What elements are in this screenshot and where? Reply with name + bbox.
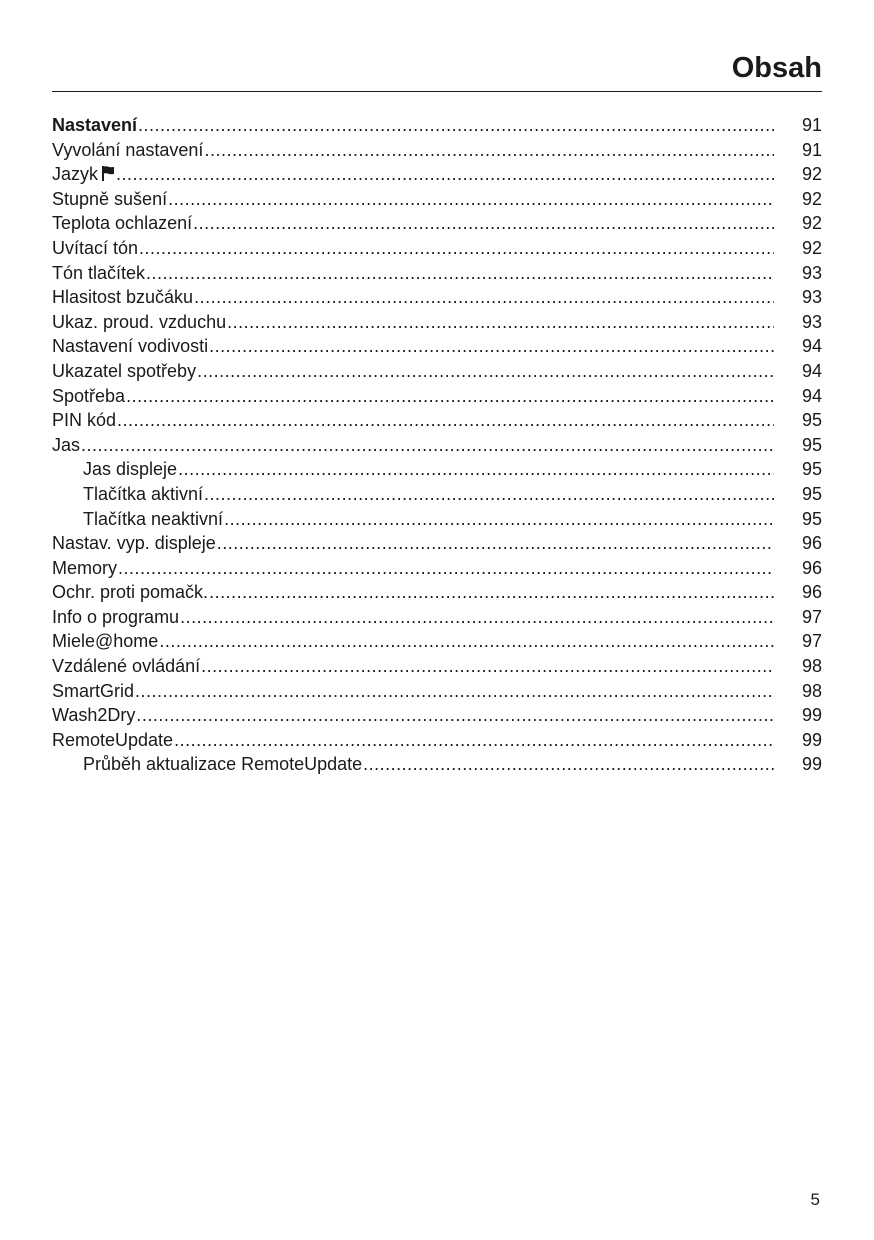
dot-leader xyxy=(138,113,774,138)
toc-entry-page: 96 xyxy=(801,557,822,578)
toc-entry xyxy=(52,187,822,212)
toc-entry-page: 98 xyxy=(801,680,822,701)
toc-entry-label-wrap xyxy=(52,261,145,286)
dot-leader xyxy=(180,605,774,630)
dot-leader xyxy=(201,654,774,679)
toc-entry-page: 95 xyxy=(801,483,822,504)
toc-entry-page: 92 xyxy=(801,237,822,258)
toc-entry xyxy=(52,728,822,753)
toc-entry xyxy=(52,384,822,409)
toc-entry-label: Miele@home xyxy=(52,631,159,652)
toc-entry-page: 94 xyxy=(801,385,822,406)
page-number: 5 xyxy=(810,1190,820,1209)
toc-entry-label: Nastavení vodivosti xyxy=(52,336,209,357)
dot-leader xyxy=(174,728,774,753)
dot-leader xyxy=(363,752,774,777)
toc-entry xyxy=(52,507,822,532)
toc-entry-page: 91 xyxy=(801,139,822,160)
toc-entry-label: Uvítací tón xyxy=(52,237,139,258)
toc-entry xyxy=(52,285,822,310)
toc-entry-label: Tlačítka neaktivní xyxy=(83,508,224,529)
toc-entry-label-wrap xyxy=(52,482,203,507)
toc-entry-page: 99 xyxy=(801,705,822,726)
toc-entry xyxy=(52,605,822,630)
toc-entry-page: 99 xyxy=(801,754,822,775)
toc-entry-label-wrap xyxy=(52,728,173,753)
toc-entry-label: Stupně sušení xyxy=(52,188,168,209)
toc-entry-page: 93 xyxy=(801,262,822,283)
table-of-contents xyxy=(52,113,822,777)
toc-entry-label: Nastavení xyxy=(52,115,138,135)
toc-entry-page: 92 xyxy=(801,213,822,234)
toc-entry-label: Spotřeba xyxy=(52,385,126,406)
toc-entry-page: 97 xyxy=(801,631,822,652)
toc-entry-page: 95 xyxy=(801,459,822,480)
toc-entry-label-wrap xyxy=(52,629,158,654)
toc-entry xyxy=(52,556,822,581)
toc-entry-label-wrap xyxy=(52,531,216,556)
toc-entry xyxy=(52,752,822,777)
toc-entry-label: SmartGrid xyxy=(52,680,135,701)
toc-entry-label: Nastav. vyp. displeje xyxy=(52,533,216,554)
title-divider xyxy=(52,91,822,92)
toc-entry xyxy=(52,236,822,261)
toc-entry-page: 91 xyxy=(801,115,822,135)
toc-entry-label-wrap xyxy=(52,113,137,138)
toc-entry-label-wrap xyxy=(52,433,80,458)
toc-entry-label: Info o programu xyxy=(52,606,180,627)
toc-entry-label-wrap xyxy=(52,703,135,728)
dot-leader xyxy=(194,285,774,310)
toc-entry-label: Jazyk xyxy=(52,164,99,185)
toc-entry xyxy=(52,457,822,482)
dot-leader xyxy=(135,679,774,704)
toc-entry-label: Memory xyxy=(52,557,118,578)
toc-entry-page: 96 xyxy=(801,533,822,554)
page-title: Obsah xyxy=(731,52,822,84)
dot-leader xyxy=(224,507,774,532)
toc-entry-label-wrap xyxy=(52,605,179,630)
toc-entry-label: Vzdálené ovládání xyxy=(52,656,201,677)
toc-entry-label: Průběh aktualizace RemoteUpdate xyxy=(83,754,363,775)
toc-entry-label-wrap xyxy=(52,507,223,532)
flag-icon xyxy=(101,165,115,181)
toc-entry xyxy=(52,310,822,335)
toc-entry-page: 94 xyxy=(801,336,822,357)
toc-entry-label-wrap xyxy=(52,679,134,704)
toc-entry-page: 92 xyxy=(801,188,822,209)
toc-entry xyxy=(52,482,822,507)
toc-entry-label: Ukaz. proud. vzduchu xyxy=(52,311,227,332)
toc-entry-page: 93 xyxy=(801,287,822,308)
toc-entry xyxy=(52,334,822,359)
dot-leader xyxy=(117,408,774,433)
dot-leader xyxy=(116,162,774,187)
toc-entry-page: 93 xyxy=(801,311,822,332)
dot-leader xyxy=(204,482,774,507)
toc-entry-label: Hlasitost bzučáku xyxy=(52,287,194,308)
dot-leader xyxy=(178,457,774,482)
dot-leader xyxy=(197,359,774,384)
toc-entry-page: 97 xyxy=(801,606,822,627)
toc-entry-label: Tón tlačítek xyxy=(52,262,146,283)
toc-entry xyxy=(52,113,822,138)
dot-leader xyxy=(159,629,774,654)
toc-entry-label-wrap xyxy=(52,556,117,581)
dot-leader xyxy=(168,187,774,212)
dot-leader xyxy=(118,556,774,581)
toc-entry-label-wrap xyxy=(52,359,196,384)
toc-entry-label-wrap xyxy=(52,138,203,163)
dot-leader xyxy=(217,531,774,556)
toc-entry-label: Wash2Dry xyxy=(52,705,136,726)
toc-entry xyxy=(52,433,822,458)
dot-leader xyxy=(126,384,774,409)
toc-entry-label-wrap xyxy=(52,457,177,482)
dot-leader xyxy=(146,261,774,286)
toc-entry-page: 94 xyxy=(801,360,822,381)
toc-entry-label: Tlačítka aktivní xyxy=(83,483,204,504)
toc-entry xyxy=(52,531,822,556)
toc-entry xyxy=(52,162,822,187)
toc-entry-page: 98 xyxy=(801,656,822,677)
toc-entry-page: 99 xyxy=(801,729,822,750)
toc-entry-label-wrap xyxy=(52,162,115,187)
toc-entry-label-wrap xyxy=(52,384,125,409)
toc-entry-label: Jas displeje xyxy=(83,459,178,480)
toc-entry-page: 92 xyxy=(801,164,822,185)
dot-leader xyxy=(193,211,774,236)
toc-entry-label: Vyvolání nastavení xyxy=(52,139,204,160)
toc-entry-label-wrap xyxy=(52,310,226,335)
dot-leader xyxy=(227,310,774,335)
toc-entry xyxy=(52,211,822,236)
toc-entry-label-wrap xyxy=(52,334,208,359)
toc-entry-label-wrap xyxy=(52,752,362,777)
dot-leader xyxy=(209,334,774,359)
dot-leader xyxy=(139,236,774,261)
toc-entry-label: RemoteUpdate xyxy=(52,729,174,750)
toc-entry-label-wrap xyxy=(52,187,167,212)
toc-entry-label: Jas xyxy=(52,434,81,455)
toc-entry xyxy=(52,580,822,605)
toc-entry-label-wrap xyxy=(52,285,193,310)
toc-entry xyxy=(52,359,822,384)
toc-entry-label: Ochr. proti pomačk. xyxy=(52,582,209,603)
toc-entry-label-wrap xyxy=(52,408,116,433)
toc-entry-label: Teplota ochlazení xyxy=(52,213,193,234)
toc-entry-page: 96 xyxy=(801,582,822,603)
dot-leader xyxy=(136,703,774,728)
toc-entry xyxy=(52,703,822,728)
toc-entry-label-wrap xyxy=(52,654,200,679)
dot-leader xyxy=(81,433,774,458)
toc-entry xyxy=(52,679,822,704)
toc-entry-label: PIN kód xyxy=(52,410,117,431)
toc-entry-page: 95 xyxy=(801,434,822,455)
toc-entry-label-wrap xyxy=(52,580,208,605)
toc-entry xyxy=(52,261,822,286)
toc-entry-label-wrap xyxy=(52,211,192,236)
toc-entry xyxy=(52,138,822,163)
toc-entry-label: Ukazatel spotřeby xyxy=(52,360,197,381)
dot-leader xyxy=(209,580,774,605)
toc-entry-label-wrap xyxy=(52,236,138,261)
toc-entry xyxy=(52,629,822,654)
dot-leader xyxy=(204,138,774,163)
toc-entry xyxy=(52,408,822,433)
toc-entry-page: 95 xyxy=(801,508,822,529)
toc-entry-page: 95 xyxy=(801,410,822,431)
toc-entry xyxy=(52,654,822,679)
